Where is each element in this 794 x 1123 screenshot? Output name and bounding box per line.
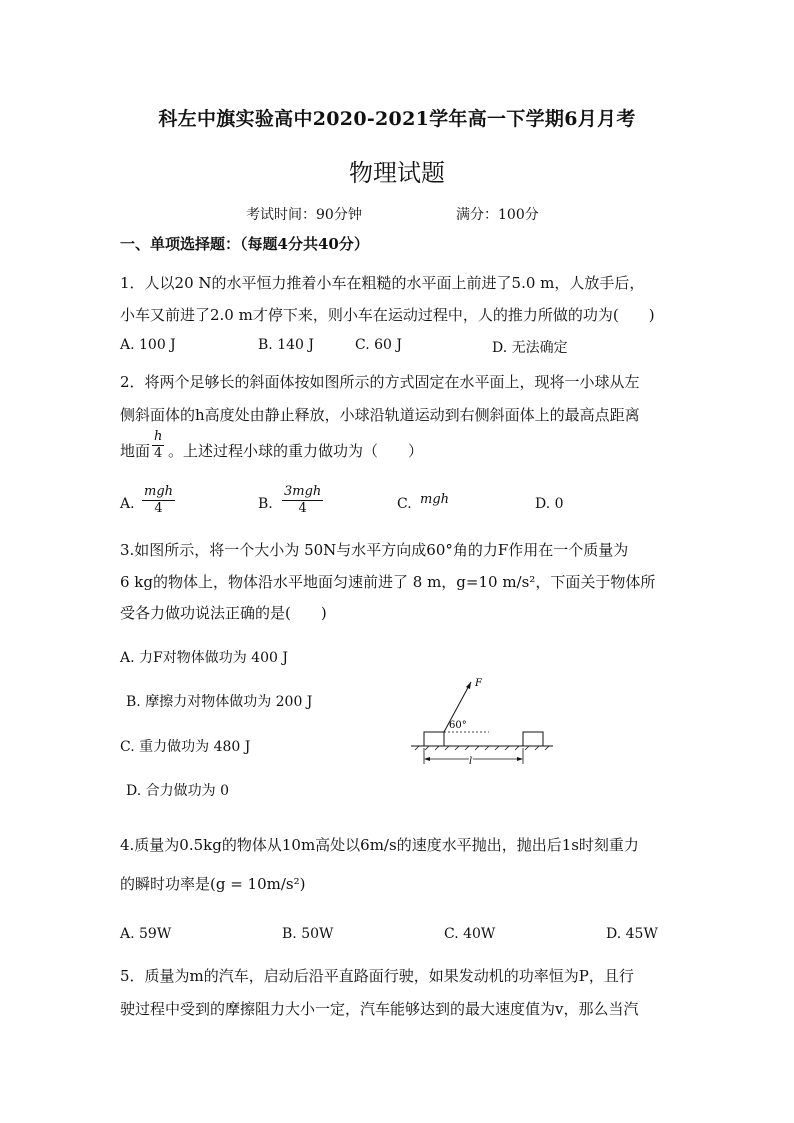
q3-option-c: C. 重力做功为 480 J bbox=[120, 739, 251, 755]
q3-line3: 受各力做功说法正确的是( ) bbox=[120, 604, 327, 622]
q2-option-a-denominator: 4 bbox=[154, 501, 163, 516]
q2-option-b-denominator: 4 bbox=[298, 501, 307, 516]
ground-hatching bbox=[415, 746, 549, 750]
q1-option-c: C. 60 J bbox=[355, 337, 402, 353]
q4-option-a: A. 59W bbox=[120, 926, 172, 942]
q2-option-b-numerator: 3mgh bbox=[284, 484, 322, 499]
q5-line2: 驶过程中受到的摩擦阻力大小一定，汽车能够达到的最大速度值为v，那么当汽 bbox=[120, 1000, 639, 1018]
displacement-label: l bbox=[469, 756, 473, 767]
q2-option-a-label: A. bbox=[120, 496, 135, 512]
q2-line3-suffix: 。上述过程小球的重力做功为（ ） bbox=[168, 442, 424, 460]
block-start bbox=[424, 732, 444, 746]
exam-time: 考试时间：90分钟 bbox=[246, 207, 362, 223]
q2-option-d: D. 0 bbox=[535, 496, 564, 512]
force-label: F bbox=[475, 678, 482, 689]
q1-option-d: D. 无法确定 bbox=[492, 340, 568, 356]
full-score: 满分：100分 bbox=[456, 207, 539, 223]
q4-line1: 4.质量为0.5kg的物体从10m高处以6m/s的速度水平抛出，抛出后1s时刻重力 bbox=[120, 836, 639, 854]
q4-option-d: D. 45W bbox=[606, 926, 658, 942]
exam-subtitle: 物理试题 bbox=[349, 159, 445, 187]
q4-option-c: C. 40W bbox=[444, 926, 496, 942]
q1-line2: 小车又前进了2.0 m才停下来，则小车在运动过程中，人的推力所做的功为( ) bbox=[120, 306, 655, 324]
section-heading-single-choice: 一、单项选择题：（每题4分共40分） bbox=[120, 235, 369, 253]
q3-line2: 6 kg的物体上，物体沿水平地面匀速前进了 8 m，g=10 m/s²，下面关于物体所 bbox=[120, 573, 656, 591]
q5-line1: 5．质量为m的汽车，启动后沿平直路面行驶，如果发动机的功率恒为P，且行 bbox=[120, 967, 634, 985]
exam-title: 科左中旗实验高中2020-2021学年高一下学期6月月考 bbox=[158, 108, 636, 130]
q1-line1: 1．人以20 N的水平恒力推着小车在粗糙的水平面上前进了5.0 m，人放手后， bbox=[120, 274, 645, 292]
block-end bbox=[523, 732, 543, 746]
q2-option-a bbox=[142, 484, 175, 517]
q2-line2: 侧斜面体的h高度处由静止释放，小球沿轨道运动到右侧斜面体上的最高点距离 bbox=[120, 406, 640, 424]
q4-line2: 的瞬时功率是(g = 10m/s²) bbox=[120, 875, 306, 893]
q3-option-b: B. 摩擦力对物体做功为 200 J bbox=[126, 694, 313, 710]
q2-option-c-label: C. bbox=[397, 496, 412, 512]
q2-option-a-numerator: mgh bbox=[144, 484, 174, 499]
q2-fraction-numerator: h bbox=[154, 429, 163, 444]
q3-line1: 3.如图所示，将一个大小为 50N与水平方向成60°角的力F作用在一个质量为 bbox=[120, 541, 629, 559]
q2-line1: 2．将两个足够长的斜面体按如图所示的方式固定在水平面上，现将一小球从左 bbox=[120, 373, 640, 391]
q1-option-b: B. 140 J bbox=[258, 337, 314, 353]
q2-option-b bbox=[282, 484, 323, 517]
q2-height-fraction bbox=[152, 429, 164, 462]
q2-fraction-denominator: 4 bbox=[154, 446, 163, 461]
q3-option-d: D. 合力做功为 0 bbox=[126, 783, 229, 799]
q2-option-c: mgh bbox=[420, 492, 450, 507]
q1-option-a: A. 100 J bbox=[120, 337, 176, 353]
force-arrow-head bbox=[466, 682, 471, 689]
q4-option-b: B. 50W bbox=[282, 926, 334, 942]
q2-option-b-label: B. bbox=[258, 496, 273, 512]
q2-line3-prefix: 地面 bbox=[120, 442, 151, 460]
q3-option-a: A. 力F对物体做功为 400 J bbox=[120, 650, 288, 666]
q3-force-diagram bbox=[405, 668, 565, 774]
angle-label: 60° bbox=[449, 720, 467, 731]
